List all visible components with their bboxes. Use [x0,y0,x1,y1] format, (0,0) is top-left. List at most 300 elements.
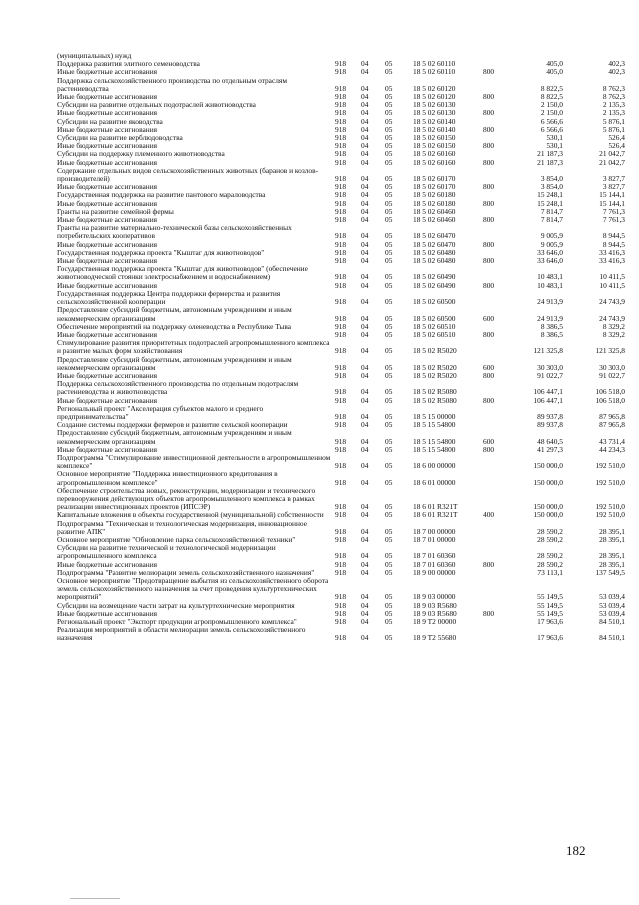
row-name: Предоставление субсидий бюджетным, автономным учреждениям и иным некоммерческим организациям [57,428,292,446]
row-name: Иные бюджетные ассигнования [57,157,158,167]
row-amount-1: 8 822,5 [540,83,563,93]
row-vr-code: 800 [483,215,495,225]
row-name: Подпрограмма "Развитие мелиорации земель сельскохозяйственного назначения" [57,567,315,577]
row-rz-code: 04 [361,67,369,77]
row-name: Предоставление субсидий бюджетным, автономным учреждениям и иным некоммерческим организациям [57,305,292,323]
row-amount-2: 7 761,3 [602,215,625,225]
row-rz-code: 04 [361,141,369,151]
row-name: Иные бюджетные ассигнования [57,280,158,290]
row-rz-code: 04 [361,256,369,266]
row-rz-code: 04 [361,108,369,118]
row-name: Обеспечение мероприятий на поддержку оленеводства в Республике Тыва [57,321,292,331]
row-amount-2: 33 416,3 [599,247,625,257]
row-amount-1: 8 386,5 [540,321,563,331]
row-gr-code: 918 [335,510,347,520]
row-rz-code: 04 [361,420,369,430]
row-name: Реализация мероприятий в области мелиорации земель сельскохозяйственного назначения [57,625,306,643]
row-gr-code: 918 [335,141,347,151]
table-row [57,167,625,183]
row-cs-code: 18 5 02 60470 [413,239,456,249]
row-amount-2: 28 395,1 [599,551,625,561]
row-vr-code: 800 [483,124,495,134]
row-gr-code: 918 [335,617,347,627]
row-name: Подпрограмма "Техническая и технологическая модернизация, инновационное развитие АПК" [57,518,307,536]
table-row [57,356,625,372]
row-amount-1: 55 149,5 [537,608,563,618]
row-cs-code: 18 5 02 60510 [413,321,456,331]
row-pr-code: 05 [385,567,393,577]
row-name: Предоставление субсидий бюджетным, автономным учреждениям и иным некоммерческим организациям [57,354,292,372]
row-gr-code: 918 [335,559,347,569]
row-cs-code: 18 9 03 R5680 [413,600,457,610]
row-gr-code: 918 [335,149,347,159]
row-amount-1: 6 566,6 [540,116,563,126]
row-amount-1: 405,0 [546,59,563,69]
row-amount-2: 121 325,8 [595,346,625,356]
row-pr-code: 05 [385,256,393,266]
row-cs-code: 18 5 02 60150 [413,133,456,143]
row-gr-code: 918 [335,387,347,397]
table-row [57,577,625,602]
row-pr-code: 05 [385,174,393,184]
row-name: Иные бюджетные ассигнования [57,141,158,151]
row-amount-1: 2 150,0 [540,108,563,118]
row-name: Подпрограмма "Стимулирование инвестиционной деятельности в агропромышленном комплексе" [57,452,331,471]
row-gr-code: 918 [335,534,347,544]
row-amount-2: 8 944,5 [602,239,625,249]
row-vr-code: 800 [483,280,495,290]
row-amount-2: 7 761,3 [602,206,625,216]
page-number: 182 [566,843,586,858]
row-name: Иные бюджетные ассигнования [57,67,158,77]
row-amount-1: 3 854,0 [540,182,563,192]
row-cs-code: 18 5 15 00000 [413,411,456,421]
row-gr-code: 918 [335,321,347,331]
row-name: Поддержка сельскохозяйственного производства по отдельным подотраслям растениеводства и животноводства [57,379,299,397]
row-cs-code: 18 5 02 R5080 [413,387,457,397]
table-row [57,470,625,486]
row-amount-1: 15 248,1 [537,190,563,200]
row-amount-1: 9 005,9 [540,231,563,241]
row-amount-1: 48 640,5 [537,436,563,446]
row-amount-2: 21 042,7 [599,149,625,159]
row-amount-2: 8 329,2 [602,329,625,339]
row-vr-code: 800 [483,157,495,167]
row-cs-code: 18 5 02 60180 [413,198,456,208]
row-cs-code: 18 5 15 54800 [413,436,456,446]
row-gr-code: 918 [335,567,347,577]
row-amount-1: 405,0 [546,67,563,77]
row-vr-code [483,52,507,60]
row-pr-code: 05 [385,362,393,372]
row-amount-1: 8 386,5 [540,329,563,339]
row-pr-code: 05 [385,141,393,151]
row-vr-code: 400 [483,510,495,520]
row-gr-code: 918 [335,133,347,143]
row-gr-code: 918 [335,272,347,282]
row-amount-2: 526,4 [608,141,625,151]
row-pr-code: 05 [385,313,393,323]
row-gr-code: 918 [335,174,347,184]
row-name: Основное мероприятие "Обновление парка сельскохозяйственной техники" [57,534,296,544]
row-vr-code [483,405,507,421]
row-cs-code: 18 5 02 60130 [413,100,456,110]
row-amount-2: 192 510,0 [595,461,625,471]
row-cs-code: 18 5 02 60140 [413,116,456,126]
row-rz-code: 04 [361,272,369,282]
row-gr-code: 918 [335,59,347,69]
row-vr-code: 600 [483,436,495,446]
row-amount-1: 150 000,0 [533,510,563,520]
row-pr-code: 05 [385,411,393,421]
row-vr-code: 800 [483,329,495,339]
row-amount-1: 30 303,0 [537,362,563,372]
row-amount-2: 2 135,3 [602,108,625,118]
row-amount-1: 3 854,0 [540,174,563,184]
row-pr-code: 05 [385,92,393,102]
row-vr-code: 800 [483,444,495,454]
row-name: Иные бюджетные ассигнования [57,256,158,266]
row-pr-code: 05 [385,534,393,544]
row-name: Создание системы поддержки фермеров и развитие сельской кооперации [57,420,288,430]
row-gr-code: 918 [335,297,347,307]
row-name: Поддержка развития элитного семеноводства [57,59,200,69]
table-row [57,265,625,281]
row-cs-code: 18 5 15 54800 [413,420,456,430]
row-pr-code: 05 [385,231,393,241]
row-pr-code: 05 [385,215,393,225]
row-amount-1: 55 149,5 [537,600,563,610]
row-amount-1: 33 646,0 [537,256,563,266]
row-pr-code: 05 [385,239,393,249]
row-name: Иные бюджетные ассигнования [57,198,158,208]
row-pr-code: 05 [385,346,393,356]
row-rz-code: 04 [361,83,369,93]
row-amount-1: 150 000,0 [533,461,563,471]
row-name: Субсидии на развитие технической и технологической модернизации агропромышленного комплекса [57,543,276,561]
row-amount-1: 7 814,7 [540,206,563,216]
row-vr-code [483,618,507,626]
row-amount-2: 91 022,7 [599,370,625,380]
row-pr-code: 05 [385,444,393,454]
row-name: Иные бюджетные ассигнования [57,215,158,225]
row-cs-code: 18 5 02 60160 [413,157,456,167]
row-gr-code: 918 [335,600,347,610]
row-amount-2: 15 144,1 [599,190,625,200]
row-amount-2: 5 876,1 [602,116,625,126]
row-pr-code: 05 [385,477,393,487]
row-amount-1: 89 937,8 [537,420,563,430]
row-name: Иные бюджетные ассигнования [57,329,158,339]
row-cs-code: 18 5 02 60120 [413,83,456,93]
row-vr-code [483,577,507,602]
row-amount-2: 30 303,0 [599,362,625,372]
row-rz-code: 04 [361,157,369,167]
row-amount-1: 91 022,7 [537,370,563,380]
row-amount-2: 33 416,3 [599,256,625,266]
row-vr-code: 800 [483,108,495,118]
row-amount-2: 87 965,8 [599,420,625,430]
row-cs-code: 18 5 02 60180 [413,190,456,200]
row-pr-code: 05 [385,198,393,208]
row-rz-code: 04 [361,239,369,249]
row-name: Иные бюджетные ассигнования [57,182,158,192]
row-amount-2: 24 743,9 [599,297,625,307]
row-name: Стимулирование развития приоритетных подотраслей агропромышленного комплекса и развитие малых форм хозяйствования [57,338,330,356]
row-amount-2: 24 743,9 [599,313,625,323]
row-gr-code: 918 [335,247,347,257]
row-amount-2: 8 329,2 [602,321,625,331]
row-amount-1: 530,1 [546,133,563,143]
row-pr-code: 05 [385,559,393,569]
row-amount-2: 28 395,1 [599,526,625,536]
row-name: (муниципальных) нужд [57,51,132,60]
row-gr-code: 918 [335,231,347,241]
row-cs-code: 18 7 01 60360 [413,551,456,561]
row-amount-1: 28 590,2 [537,551,563,561]
row-amount-2: 137 549,5 [595,567,625,577]
row-rz-code: 04 [361,411,369,421]
row-vr-code [483,339,507,355]
row-cs-code: 18 7 00 00000 [413,526,456,536]
row-rz-code: 04 [361,329,369,339]
row-pr-code: 05 [385,395,393,405]
row-cs-code: 18 5 02 R5080 [413,395,457,405]
row-amount-2: 3 827,7 [602,174,625,184]
row-pr-code: 05 [385,329,393,339]
row-pr-code: 05 [385,190,393,200]
row-amount-1: 8 822,5 [540,92,563,102]
row-pr-code: 05 [385,100,393,110]
row-rz-code: 04 [361,617,369,627]
row-amount-2: 192 510,0 [595,477,625,487]
row-cs-code: 18 5 02 60170 [413,174,456,184]
row-pr-code: 05 [385,59,393,69]
row-amount-2: 192 510,0 [595,510,625,520]
row-cs-code: 18 5 02 60150 [413,141,456,151]
row-pr-code: 05 [385,608,393,618]
row-amount-1: 9 005,9 [540,239,563,249]
row-rz-code: 04 [361,477,369,487]
row-amount-2: 53 039,4 [599,608,625,618]
row-gr-code: 918 [335,100,347,110]
row-rz-code: 04 [361,444,369,454]
row-vr-code [483,290,507,306]
row-amount-2: 8 762,3 [602,92,625,102]
row-rz-code: 04 [361,313,369,323]
row-amount-2: 106 518,0 [595,387,625,397]
row-rz-code: 04 [361,461,369,471]
row-pr-code: 05 [385,633,393,643]
row-vr-code [483,224,507,240]
row-amount-1: 530,1 [546,141,563,151]
row-gr-code: 918 [335,92,347,102]
row-name: Иные бюджетные ассигнования [57,395,158,405]
row-gr-code: 918 [335,116,347,126]
row-cs-code: 18 5 02 60110 [413,67,456,77]
row-amount-2: 5 876,1 [602,124,625,134]
row-rz-code: 04 [361,526,369,536]
row-pr-code: 05 [385,600,393,610]
row-name: Иные бюджетные ассигнования [57,108,158,118]
row-rz-code: 04 [361,59,369,69]
row-cs-code: 18 5 02 60470 [413,231,456,241]
row-cs-code: 18 5 02 R5020 [413,370,457,380]
row-rz-code: 04 [361,592,369,602]
table-row [57,429,625,445]
row-vr-code: 800 [483,92,495,102]
row-gr-code: 918 [335,157,347,167]
row-amount-2: 28 395,1 [599,559,625,569]
row-amount-2: 402,3 [608,67,625,77]
row-gr-code: 918 [335,206,347,216]
table-row [57,380,625,396]
row-amount-1: 33 646,0 [537,247,563,257]
table-row [57,520,625,536]
row-amount-2: 402,3 [608,59,625,69]
table-row [57,405,625,421]
row-name: Иные бюджетные ассигнования [57,92,158,102]
row-amount-1: 106 447,1 [533,395,563,405]
row-rz-code: 04 [361,100,369,110]
row-name: Субсидии на возмещение части затрат на культуртехнические мероприятия [57,600,295,610]
row-pr-code: 05 [385,280,393,290]
row-gr-code: 918 [335,362,347,372]
row-amount-1: 28 590,2 [537,559,563,569]
row-amount-2: 8 762,3 [602,83,625,93]
row-amount-2: 53 039,4 [599,600,625,610]
row-rz-code: 04 [361,502,369,512]
row-name: Государственная поддержка на развитие пантового мараловодства [57,190,266,200]
row-rz-code: 04 [361,608,369,618]
row-amount-1: 21 187,3 [537,157,563,167]
row-cs-code: 18 6 00 00000 [413,461,456,471]
row-cs-code: 18 5 02 60460 [413,215,456,225]
table-row [57,306,625,322]
row-gr-code: 918 [335,239,347,249]
row-amount-1: 89 937,8 [537,411,563,421]
row-name: Иные бюджетные ассигнования [57,239,158,249]
row-pr-code: 05 [385,526,393,536]
row-cs-code: 18 6 01 R321T [413,502,458,512]
row-rz-code: 04 [361,362,369,372]
row-amount-2: 84 510,1 [599,617,625,627]
table-row [57,339,625,355]
row-vr-code: 600 [483,313,495,323]
row-vr-code: 800 [483,67,495,77]
row-cs-code: 18 5 02 60170 [413,182,456,192]
row-vr-code: 800 [483,608,495,618]
row-cs-code: 18 5 02 R5020 [413,346,457,356]
row-rz-code: 04 [361,92,369,102]
row-gr-code: 918 [335,108,347,118]
row-cs-code: 18 5 02 60490 [413,272,456,282]
row-pr-code: 05 [385,297,393,307]
row-amount-1: 41 297,3 [537,444,563,454]
row-vr-code [483,77,507,93]
row-rz-code: 04 [361,190,369,200]
row-name: Основное мероприятие "Предотвращение выбытия из сельскохозяйственного оборота земель сельскохозяйственного назначения за счет проведения культуртехнических мероприятий" [57,576,329,602]
row-amount-1: 10 483,1 [537,272,563,282]
row-gr-code: 918 [335,461,347,471]
row-name: Иные бюджетные ассигнования [57,444,158,454]
row-amount-1: 7 814,7 [540,215,563,225]
row-pr-code: 05 [385,108,393,118]
row-gr-code: 918 [335,215,347,225]
row-rz-code: 04 [361,321,369,331]
table-row [57,290,625,306]
row-vr-code [483,487,507,512]
row-name: Содержание отдельных видов сельскохозяйственных животных (баранов и козлов-производителей) [57,165,319,184]
row-rz-code: 04 [361,231,369,241]
row-pr-code: 05 [385,149,393,159]
row-rz-code: 04 [361,346,369,356]
row-amount-2: 84 510,1 [599,633,625,643]
row-rz-code: 04 [361,124,369,134]
row-pr-code: 05 [385,83,393,93]
row-amount-1: 21 187,3 [537,149,563,159]
row-vr-code: 800 [483,198,495,208]
row-vr-code [483,470,507,486]
row-name: Гранты на развитие материально-технической базы сельскохозяйственных потребительских кооперативов [57,223,292,241]
row-pr-code: 05 [385,510,393,520]
row-rz-code: 04 [361,551,369,561]
row-gr-code: 918 [335,182,347,192]
row-cs-code: 18 5 02 60460 [413,206,456,216]
table-row [57,224,625,240]
row-gr-code: 918 [335,395,347,405]
row-amount-1: 24 913,9 [537,297,563,307]
row-cs-code: 18 6 01 R321T [413,510,458,520]
row-name: Поддержка сельскохозяйственного производства по отдельным отраслям растениеводства [57,75,288,93]
row-amount-1: 106 447,1 [533,387,563,397]
row-gr-code: 918 [335,502,347,512]
row-name: Обеспечение строительства новых, реконструкции, модернизации и технического перевооружения действующих объектов агропромышленного комплекса в рамках реализации инвестиционных проектов (ИПСЭР) [57,485,316,512]
row-rz-code: 04 [361,133,369,143]
table-row [57,487,625,512]
row-name: Субсидии на поддержку племенного животноводства [57,149,225,159]
row-vr-code [483,569,507,577]
row-name: Субсидии на развитие отдельных подотраслей животноводства [57,100,256,110]
row-vr-code [483,536,507,544]
row-gr-code: 918 [335,190,347,200]
row-rz-code: 04 [361,534,369,544]
row-rz-code: 04 [361,387,369,397]
row-amount-1: 17 963,6 [537,617,563,627]
row-name: Государственная поддержка проекта "Кыштаг для животноводов" (обеспечение животноводческой стоянки электроснабжением и водоснабжением) [57,264,308,282]
row-vr-code [483,421,507,429]
row-gr-code: 918 [335,256,347,266]
row-cs-code: 18 5 02 60130 [413,108,456,118]
row-name: Иные бюджетные ассигнования [57,124,158,134]
row-amount-1: 6 566,6 [540,124,563,134]
row-vr-code [483,626,507,642]
row-amount-2: 28 395,1 [599,534,625,544]
row-pr-code: 05 [385,272,393,282]
row-amount-2: 10 411,5 [599,272,625,282]
row-name: Капитальные вложения в объекты государственной (муниципальной) собственности [57,510,324,520]
row-gr-code: 918 [335,346,347,356]
row-pr-code: 05 [385,420,393,430]
row-gr-code: 918 [335,633,347,643]
row-pr-code: 05 [385,436,393,446]
row-amount-2: 106 518,0 [595,395,625,405]
row-amount-2: 87 965,8 [599,411,625,421]
row-gr-code: 918 [335,436,347,446]
row-cs-code: 18 9 T2 00000 [413,617,457,627]
row-cs-code: 18 5 02 60510 [413,329,456,339]
row-amount-1: 15 248,1 [537,198,563,208]
